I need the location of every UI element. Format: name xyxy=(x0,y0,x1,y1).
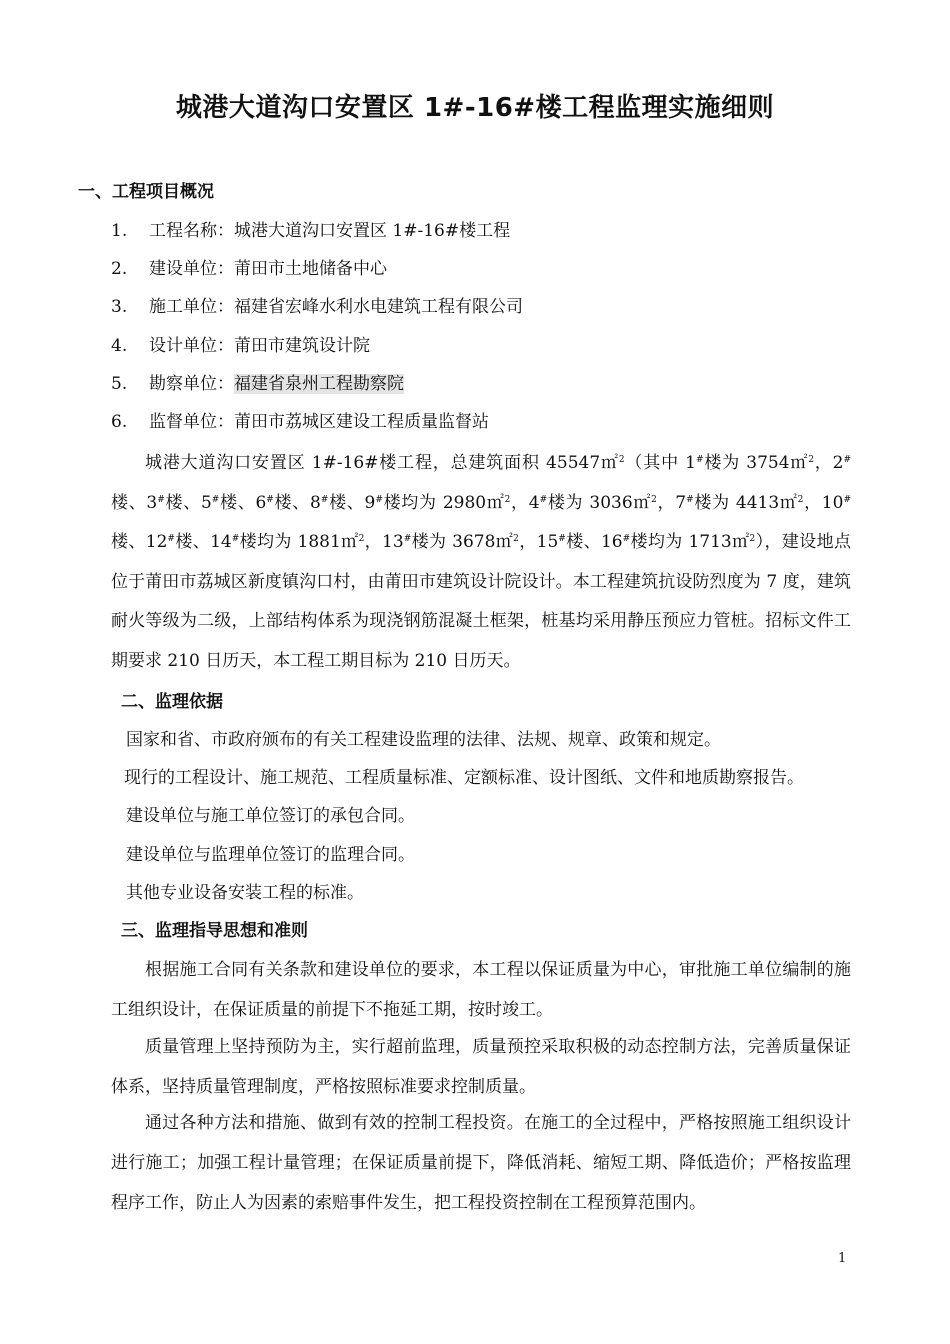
item-value: 莆田市土地储备中心 xyxy=(234,259,387,279)
item-label: 监督单位： xyxy=(149,412,234,432)
item-label: 建设单位： xyxy=(149,259,234,279)
list-item xyxy=(111,370,404,398)
basis-line: 建设单位与监理单位签订的监理合同。 xyxy=(126,845,415,865)
principle-paragraph: 通过各种方法和措施、做到有效的控制工程投资。在施工的全过程中，严格按照施工组织设计进行施工；加强工程计量管理；在保证质量前提下，降低消耗、缩短工期、降低造价；严格按监理程序工作，防止人为因素的索赔事件发生，把工程投资控制在工程预算范围内。 xyxy=(111,1113,851,1213)
item-number: 3. xyxy=(111,297,128,317)
item-number: 6. xyxy=(111,412,128,432)
list-item xyxy=(111,217,510,245)
basis-line: 现行的工程设计、施工规范、工程质量标准、定额标准、设计图纸、文件和地质勘察报告。 xyxy=(124,768,804,788)
section3-heading: 三、监理指导思想和准则 xyxy=(121,921,308,941)
basis-line: 国家和省、市政府颁布的有关工程建设监理的法律、法规、规章、政策和规定。 xyxy=(126,730,721,750)
item-value: 城港大道沟口安置区 1#-16#楼工程 xyxy=(234,221,511,241)
item-value-highlighted: 福建省泉州工程勘察院 xyxy=(234,374,404,394)
list-item xyxy=(111,293,523,321)
list-item xyxy=(111,408,489,436)
item-label: 施工单位： xyxy=(149,297,234,317)
item-number: 2. xyxy=(111,259,128,279)
item-label: 工程名称： xyxy=(149,221,234,241)
overview-paragraph: 城港大道沟口安置区 1#-16#楼工程，总建筑面积 45547㎡$^2$（其中 1#楼为 3754㎡$^2$，2#楼、3#楼、5#楼、6#楼、8#楼、9#楼均为 2980㎡$^2$，4#楼为 3036㎡$^2$，7#楼为 4413㎡$^2$，10#楼、12#楼、14#楼均为 1881㎡$^2$，13#楼为 3678㎡$^2$，15#楼、16#楼均为 1713㎡$^2$），建设地点位于莆田市荔城区新度镇沟口村，由莆田市建筑设计院设计。本工程建筑抗设防烈度为 7 度，建筑耐火等级为二级，上部结构体系为现浇钢筋混凝土框架，桩基均采用静压预应力管桩。招标文件工期要求 210 日历天，本工程工期目标为 210 日历天。 xyxy=(111,453,851,671)
item-number: 1. xyxy=(111,221,128,241)
item-number: 4. xyxy=(111,336,128,356)
basis-line: 其他专业设备安装工程的标准。 xyxy=(126,883,364,903)
item-label: 设计单位： xyxy=(149,336,234,356)
principle-paragraph: 质量管理上坚持预防为主，实行超前监理，质量预控采取积极的动态控制方法，完善质量保证体系，坚持质量管理制度，严格按照标准要求控制质量。 xyxy=(111,1037,851,1097)
item-value: 莆田市建筑设计院 xyxy=(234,336,370,356)
section1-heading: 一、工程项目概况 xyxy=(78,182,214,202)
page-number: 1 xyxy=(838,1251,847,1266)
item-label: 勘察单位： xyxy=(149,374,234,394)
list-item xyxy=(111,255,387,283)
item-value: 莆田市荔城区建设工程质量监督站 xyxy=(234,412,489,432)
basis-line: 建设单位与施工单位签订的承包合同。 xyxy=(126,806,415,826)
principle-paragraph: 根据施工合同有关条款和建设单位的要求，本工程以保证质量为中心，审批施工单位编制的施工组织设计，在保证质量的前提下不拖延工期，按时竣工。 xyxy=(111,960,851,1020)
section2-heading: 二、监理依据 xyxy=(121,692,223,712)
item-number: 5. xyxy=(111,374,128,394)
item-value: 福建省宏峰水利水电建筑工程有限公司 xyxy=(234,297,523,317)
list-item xyxy=(111,332,370,360)
document-title: 城港大道沟口安置区 1#-16#楼工程监理实施细则 xyxy=(175,93,775,123)
